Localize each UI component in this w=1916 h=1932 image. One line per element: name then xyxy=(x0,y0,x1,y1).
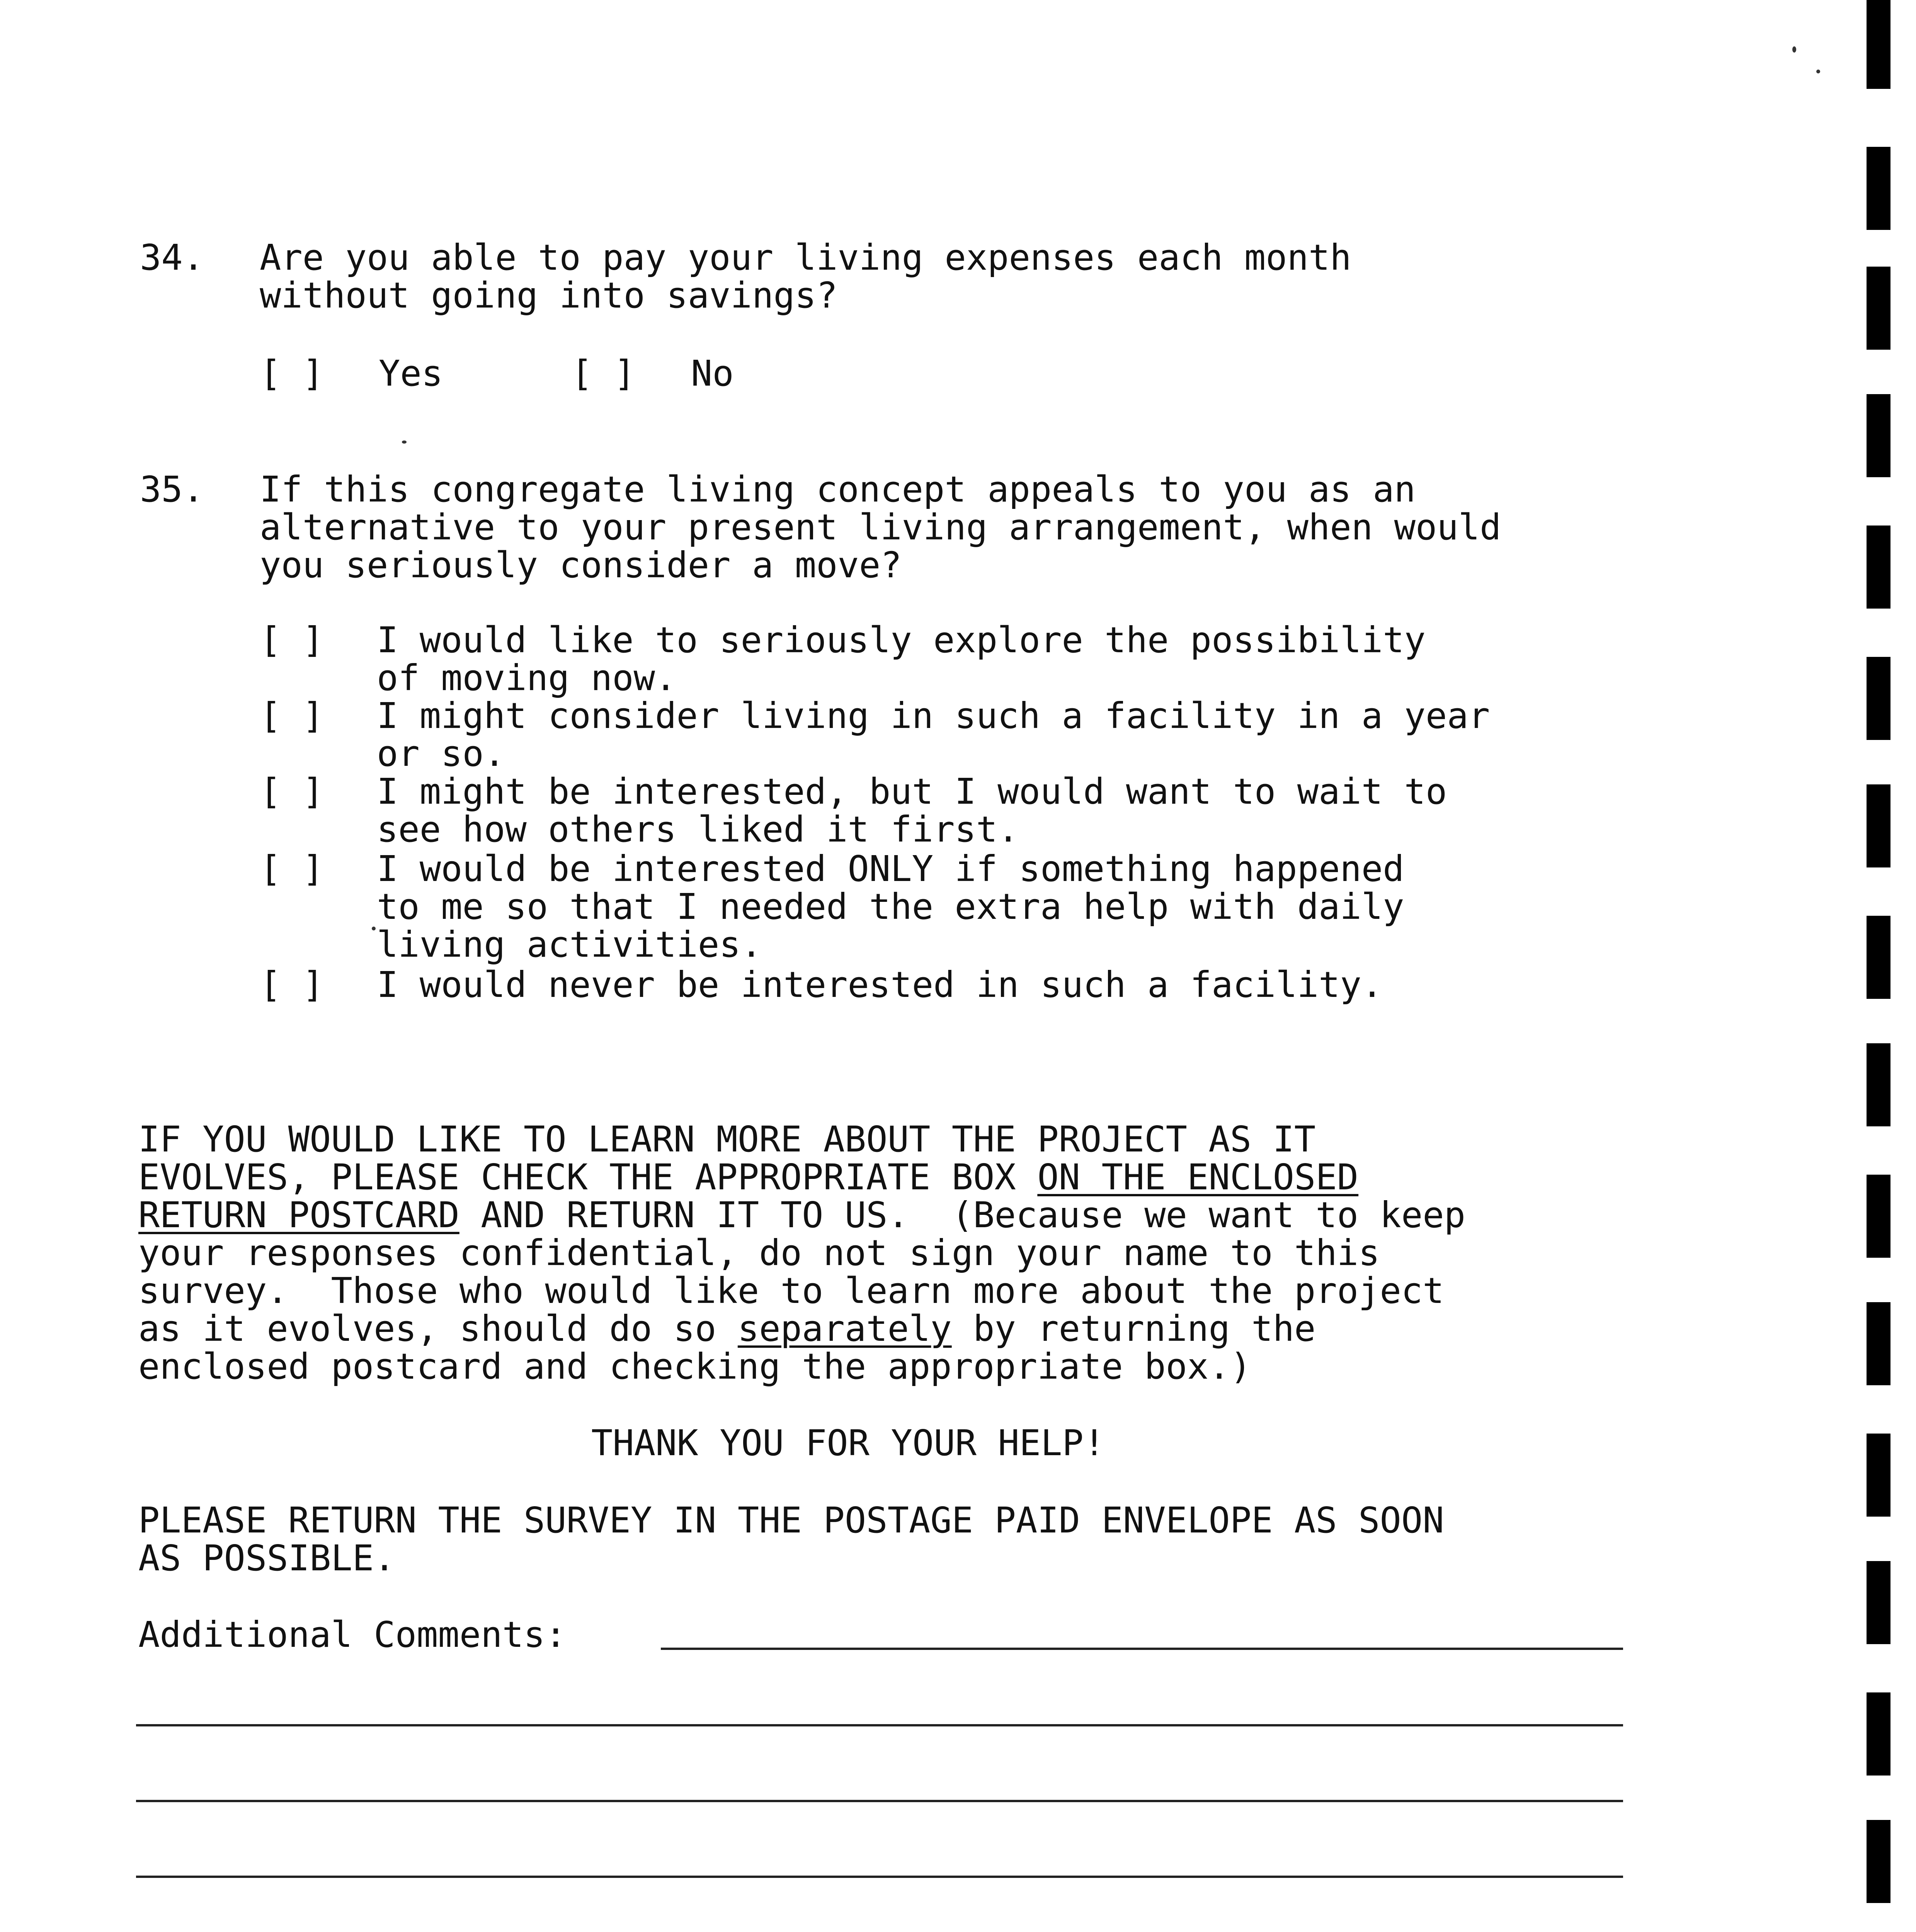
comments-line-2[interactable] xyxy=(136,1724,1623,1726)
registration-mark-9 xyxy=(1867,1043,1890,1126)
q35-option1-checkbox[interactable]: [ ] xyxy=(260,619,324,661)
notice-line6: as it evolves, should do so separately by returning the xyxy=(138,1308,1316,1349)
return-instructions-line2: AS POSSIBLE. xyxy=(138,1537,395,1579)
q35-option5-line1: I would never be interested in such a facility. xyxy=(377,964,1383,1005)
registration-mark-11 xyxy=(1867,1302,1890,1385)
registration-mark-2 xyxy=(1867,147,1890,230)
comments-line-3[interactable] xyxy=(136,1800,1623,1802)
q35-option4-line1: I would be interested ONLY if something happened xyxy=(377,848,1404,889)
scan-speck xyxy=(1816,70,1820,73)
q34-yes-checkbox[interactable]: [ ] xyxy=(260,353,324,394)
q35-text-line3: you seriously consider a move? xyxy=(260,544,902,586)
notice-line5: survey. Those who would like to learn more about the project xyxy=(138,1270,1444,1311)
notice-line2: EVOLVES, PLEASE CHECK THE APPROPRIATE BOX ON THE ENCLOSED xyxy=(138,1156,1359,1198)
registration-mark-15 xyxy=(1867,1820,1890,1903)
return-instructions-line1: PLEASE RETURN THE SURVEY IN THE POSTAGE PAID ENVELOPE AS SOON xyxy=(138,1500,1444,1541)
q35-option3-checkbox[interactable]: [ ] xyxy=(260,771,324,812)
q35-option5-checkbox[interactable]: [ ] xyxy=(260,964,324,1005)
q35-text-line2: alternative to your present living arrangement, when would xyxy=(260,507,1501,548)
registration-mark-3 xyxy=(1867,267,1890,350)
q35-number: 35. xyxy=(140,469,204,510)
registration-mark-8 xyxy=(1867,916,1890,999)
q35-option2-checkbox[interactable]: [ ] xyxy=(260,695,324,736)
q34-yes-label: Yes xyxy=(379,353,443,394)
notice-line3: RETURN POSTCARD AND RETURN IT TO US. (Because we want to keep xyxy=(138,1194,1466,1236)
registration-mark-13 xyxy=(1867,1561,1890,1644)
q35-option3-line2: see how others liked it first. xyxy=(377,809,1019,850)
registration-mark-14 xyxy=(1867,1692,1890,1776)
registration-mark-5 xyxy=(1867,526,1890,609)
thank-you-heading: THANK YOU FOR YOUR HELP! xyxy=(591,1422,1105,1464)
q34-text-line2: without going into savings? xyxy=(260,275,838,316)
q35-option3-line1: I might be interested, but I would want to wait to xyxy=(377,771,1447,812)
registration-mark-12 xyxy=(1867,1434,1890,1517)
q34-no-label: No xyxy=(691,353,734,394)
q35-option4-line3: living activities. xyxy=(377,924,762,965)
q34-no-checkbox[interactable]: [ ] xyxy=(571,353,636,394)
notice-line4: your responses confidential, do not sign your name to this xyxy=(138,1232,1380,1274)
notice-line1: IF YOU WOULD LIKE TO LEARN MORE ABOUT THE PROJECT AS IT xyxy=(138,1119,1316,1160)
q35-option1-line2: of moving now. xyxy=(377,657,677,699)
q35-option2-line1: I might consider living in such a facility in a year xyxy=(377,695,1490,736)
notice-underline-separately: separately xyxy=(737,1308,952,1349)
scan-speck xyxy=(402,440,407,444)
comments-line-1[interactable] xyxy=(661,1648,1623,1650)
q34-number: 34. xyxy=(140,237,204,278)
additional-comments-label: Additional Comments: xyxy=(138,1614,567,1655)
scan-speck xyxy=(372,927,376,930)
scan-speck xyxy=(1792,46,1796,53)
q35-option4-checkbox[interactable]: [ ] xyxy=(260,848,324,889)
notice-underline-on-the-enclosed: ON THE ENCLOSED xyxy=(1037,1156,1359,1198)
comments-line-4[interactable] xyxy=(136,1876,1623,1878)
notice-underline-return-postcard: RETURN POSTCARD xyxy=(138,1194,459,1236)
q35-option4-line2: to me so that I needed the extra help with daily xyxy=(377,886,1404,927)
q35-option2-line2: or so. xyxy=(377,733,505,774)
q35-text-line1: If this congregate living concept appeals to you as an xyxy=(260,469,1416,510)
q34-text-line1: Are you able to pay your living expenses each month xyxy=(260,237,1351,278)
registration-mark-7 xyxy=(1867,784,1890,867)
registration-mark-10 xyxy=(1867,1175,1890,1258)
registration-mark-6 xyxy=(1867,657,1890,740)
registration-mark-4 xyxy=(1867,394,1890,477)
q35-option1-line1: I would like to seriously explore the possibility xyxy=(377,619,1426,661)
notice-line7: enclosed postcard and checking the appropriate box.) xyxy=(138,1346,1252,1387)
registration-mark-1 xyxy=(1867,0,1890,89)
